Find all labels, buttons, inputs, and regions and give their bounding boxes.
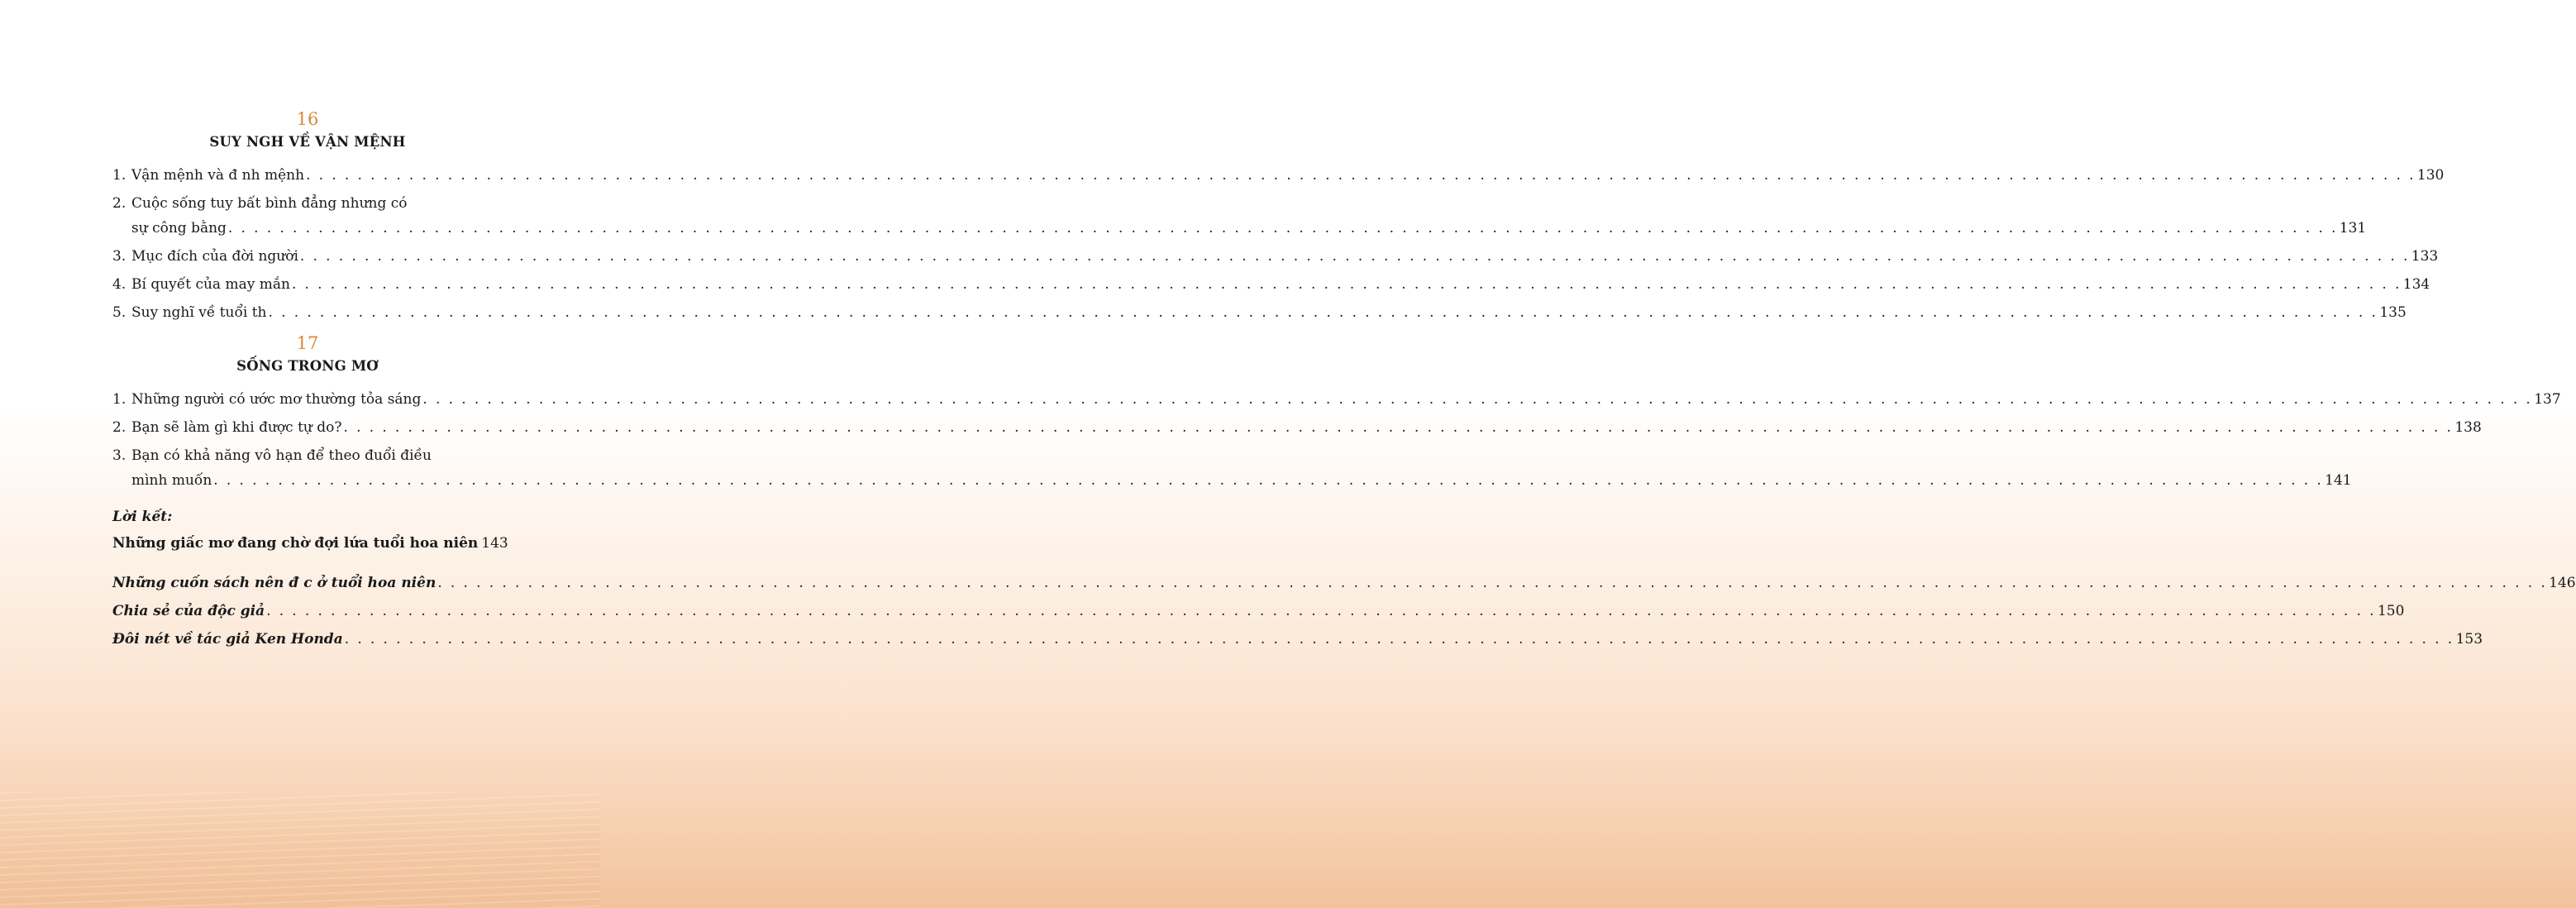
toc-entry[interactable]: [112, 447, 2352, 490]
page-number: 153: [2455, 631, 2483, 648]
toc-entry-extra[interactable]: [112, 602, 2405, 620]
entry-title: Suy nghĩ về tuổi th: [131, 304, 267, 321]
page-number: 135: [2379, 304, 2407, 321]
entry-title: Những cuốn sách nên đ c ở tuổi hoa niên: [112, 575, 436, 591]
entry-number: 1.: [112, 167, 126, 184]
page-number: 131: [2339, 220, 2367, 237]
entry-number: 2.: [112, 419, 126, 436]
entry-title: Đôi nét về tác giả Ken Honda: [112, 631, 343, 648]
entry-title: Những người có ước mơ thường tỏa sáng: [131, 391, 422, 408]
dot-leader: [269, 303, 2378, 322]
dot-leader: [292, 275, 2402, 294]
dot-leader: [266, 602, 2376, 620]
page-number: 134: [2402, 276, 2431, 293]
entry-title: Mục đích của đời người: [131, 248, 298, 265]
toc-entry-extra[interactable]: [112, 630, 2483, 648]
page-number: 137: [2534, 391, 2561, 408]
entry-number: 5.: [112, 304, 126, 321]
page-number: 150: [2377, 603, 2405, 619]
dot-leader: [300, 247, 2410, 265]
dot-leader: [228, 219, 2338, 237]
chapter-title: SUY NGH VỀ VẬN MỆNH: [209, 134, 406, 150]
toc-entry[interactable]: [112, 418, 2482, 437]
page-number: 146: [2549, 575, 2576, 591]
page-number: 141: [2325, 472, 2352, 489]
chapter-number: 17: [296, 333, 319, 353]
page-number: 133: [2411, 248, 2439, 265]
entry-number: 4.: [112, 276, 126, 293]
toc-entry[interactable]: [112, 303, 2407, 322]
toc-entry[interactable]: [112, 390, 2561, 409]
entry-title-line1: Cuộc sống tuy bất bình đẳng nhưng có: [131, 195, 408, 212]
chapter-title: SỐNG TRONG MƠ: [236, 358, 379, 374]
toc-entry-extra[interactable]: [112, 574, 2576, 592]
toc-entry[interactable]: [112, 275, 2431, 294]
dot-leader: [213, 471, 2323, 490]
entry-title: Vận mệnh và đ nh mệnh: [131, 167, 305, 184]
afterword-label: Lời kết:: [112, 509, 173, 525]
entry-title-line1: Bạn có khả năng vô hạn để theo đuổi điều: [131, 447, 432, 464]
entry-title: Chia sẻ của độc giả: [112, 603, 265, 619]
entry-title: Những giấc mơ đang chờ đợi lứa tuổi hoa niên: [112, 535, 479, 552]
entry-title: mình muốn: [131, 472, 212, 489]
toc-entry[interactable]: [112, 166, 2445, 184]
toc-entry[interactable]: [112, 194, 2367, 237]
dot-leader: [306, 166, 2416, 184]
entry-number: 2.: [112, 195, 126, 212]
entry-title: Bạn sẽ làm gì khi được tự do?: [131, 419, 342, 436]
dot-leader: [422, 390, 2532, 409]
page-number: 143: [481, 535, 508, 552]
table-of-contents: [112, 108, 2576, 648]
entry-title: sự công bằng: [131, 220, 227, 237]
entry-number: 1.: [112, 391, 126, 408]
chapter-number: 16: [296, 109, 319, 129]
page-number: 138: [2454, 419, 2482, 436]
entry-number: 3.: [112, 248, 126, 265]
page-number: 130: [2416, 167, 2445, 184]
dot-leader: [345, 630, 2454, 648]
toc-entry-afterword[interactable]: [112, 534, 508, 552]
entry-title: Bí quyết của may mắn: [131, 276, 290, 293]
entry-number: 3.: [112, 447, 126, 464]
toc-entry[interactable]: [112, 247, 2439, 265]
background-sea-illustration: [0, 792, 600, 908]
dot-leader: [437, 574, 2547, 592]
dot-leader: [344, 418, 2454, 437]
